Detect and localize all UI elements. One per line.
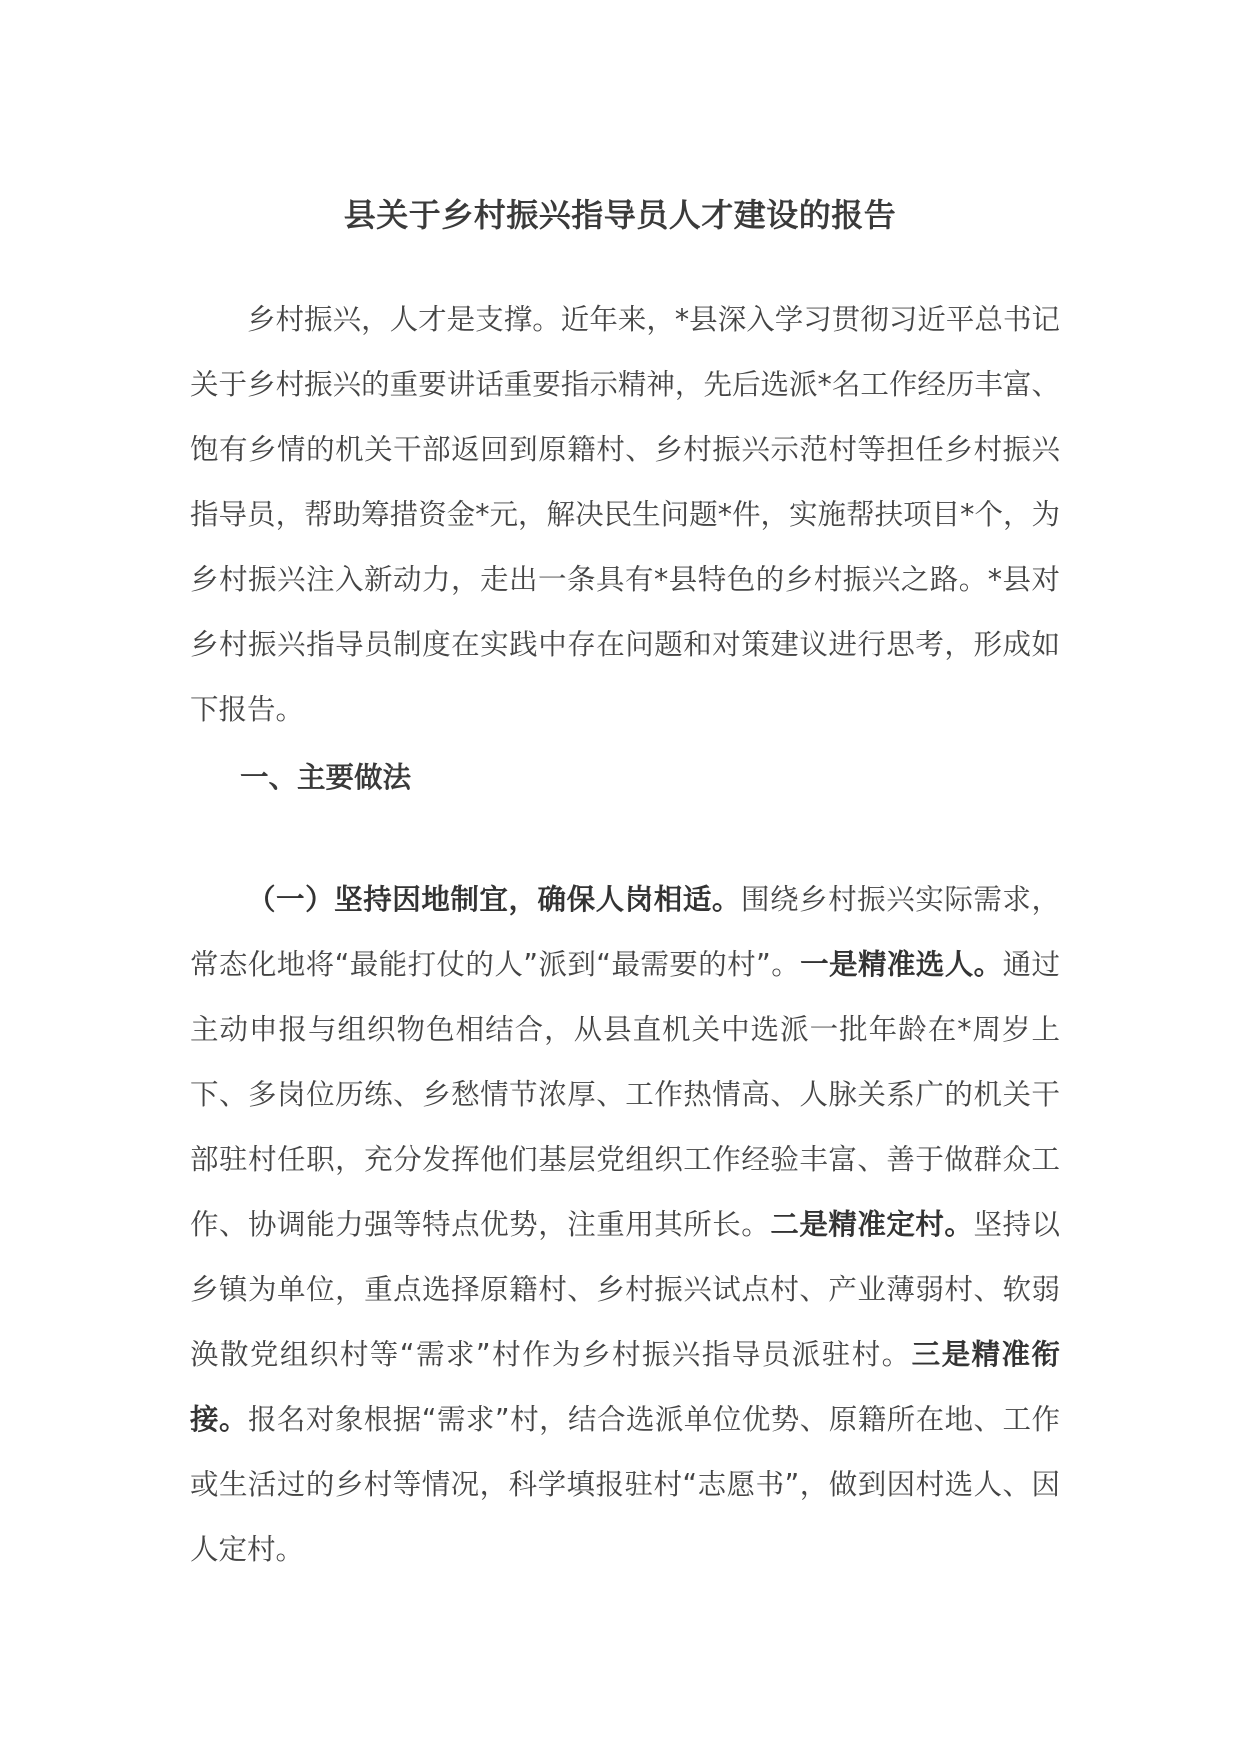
intro-paragraph: 乡村振兴，人才是支撑。近年来，*县深入学习贯彻习近平总书记关于乡村振兴的重要讲话重要指示精神，先后选派*名工作经历丰富、饱有乡情的机关干部返回到原籍村、乡村振兴示范村等担任乡村振兴指导员，帮助筹措资金*元，解决民生问题*件，实施帮扶项目*个，为乡村振兴注入新动力，走出一条具有*县特色的乡村振兴之路。*县对乡村振兴指导员制度在实践中存在问题和对策建议进行思考，形成如下报告。 <box>190 302 1060 726</box>
section-heading-main-practices: 一、主要做法 <box>240 761 412 794</box>
paragraph-text-segment: 围绕乡村振兴实际需求，常态化地将“最能打仗的人”派到“最需要的村”。 <box>190 882 1060 981</box>
point-one-heading: 一是精准选人。 <box>800 947 1003 981</box>
document-title: 县关于乡村振兴指导员人才建设的报告 <box>343 196 897 235</box>
paragraph-text-segment: 报名对象根据“需求”村，结合选派单位优势、原籍所在地、工作或生活过的乡村等情况，科学填报驻村“志愿书”，做到因村选人、因人定村。 <box>190 1402 1060 1566</box>
paragraph-text-segment: 坚持以乡镇为单位，重点选择原籍村、乡村振兴试点村、产业薄弱村、软弱涣散党组织村等“需求”村作为乡村振兴指导员派驻村。 <box>190 1207 1060 1371</box>
point-three-heading: 三是精准衔接。 <box>190 1337 1060 1436</box>
subsection-lead-heading: （一）坚持因地制宜，确保人岗相适。 <box>247 882 741 916</box>
point-two-heading: 二是精准定村。 <box>770 1207 974 1241</box>
paragraph-text-segment: 通过主动申报与组织物色相结合，从县直机关中选派一批年龄在*周岁上下、多岗位历练、乡愁情节浓厚、工作热情高、人脉关系广的机关干部驻村任职，充分发挥他们基层党组织工作经验丰富、善于做群众工作、协调能力强等特点优势，注重用其所长。 <box>190 947 1060 1241</box>
section-1-paragraph <box>190 867 1060 1582</box>
